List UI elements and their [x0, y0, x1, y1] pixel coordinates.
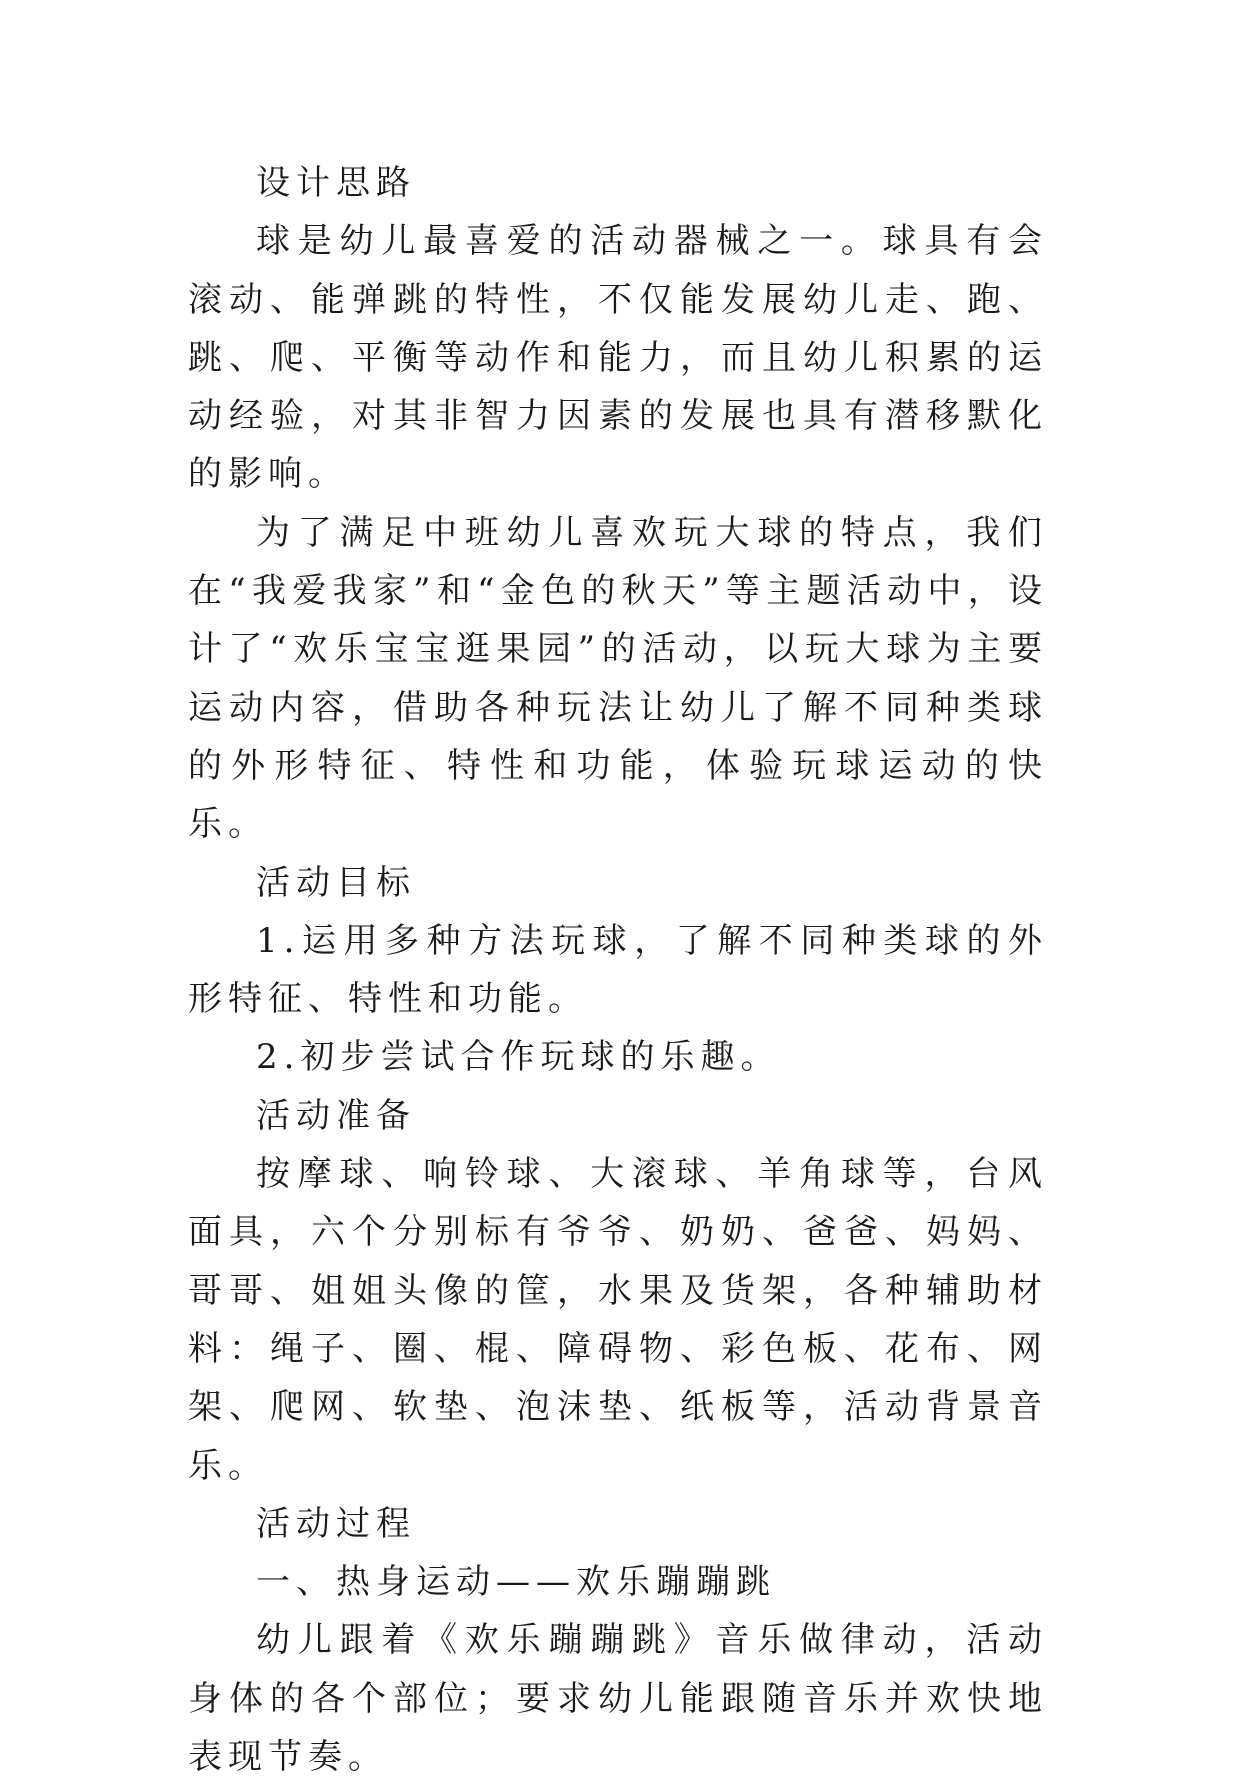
goal-item-2: 2.初步尝试合作玩球的乐趣。	[256, 1037, 781, 1078]
section-heading-design-idea: 设计思路	[256, 163, 416, 203]
section-heading-activity-preparation: 活动准备	[256, 1095, 416, 1136]
goal-item-1: 1.运用多种方法玩球，了解不同种类球的外形特征、特性和功能。	[188, 920, 1048, 1020]
paragraph-ball-intro: 球是幼儿最喜爱的活动器械之一。球具有会滚动、能弹跳的特性，不仅能发展幼儿走、跑、跳、爬、平衡等动作和能力，而且幼儿积累的运动经验，对其非智力因素的发展也具有潜移默化的影响。	[188, 221, 1048, 495]
section-heading-activity-goals: 活动目标	[256, 862, 416, 903]
paragraph-design-purpose: 为了满足中班幼儿喜欢玩大球的特点，我们在“我爱我家”和“金色的秋天”等主题活动中，设计了“欢乐宝宝逛果园”的活动，以玩大球为主要运动内容，借助各种玩法让幼儿了解不同种类球的外形特征、特性和功能，体验玩球运动的快乐。	[188, 512, 1048, 845]
subheading-warm-up: 一、热身运动——欢乐蹦蹦跳	[256, 1562, 776, 1603]
paragraph-warm-up-description: 幼儿跟着《欢乐蹦蹦跳》音乐做律动，活动身体的各个部位；要求幼儿能跟随音乐并欢快地表现节奏。	[188, 1620, 1048, 1778]
section-heading-activity-process: 活动过程	[256, 1503, 416, 1544]
paragraph-materials-list: 按摩球、响铃球、大滚球、羊角球等，台风面具，六个分别标有爷爷、奶奶、爸爸、妈妈、哥哥、姐姐头像的筐，水果及货架，各种辅助材料：绳子、圈、棍、障碍物、彩色板、花布、网架、爬网、软垫、泡沫垫、纸板等，活动背景音乐。	[188, 1154, 1048, 1486]
document-body	[188, 154, 1048, 1786]
